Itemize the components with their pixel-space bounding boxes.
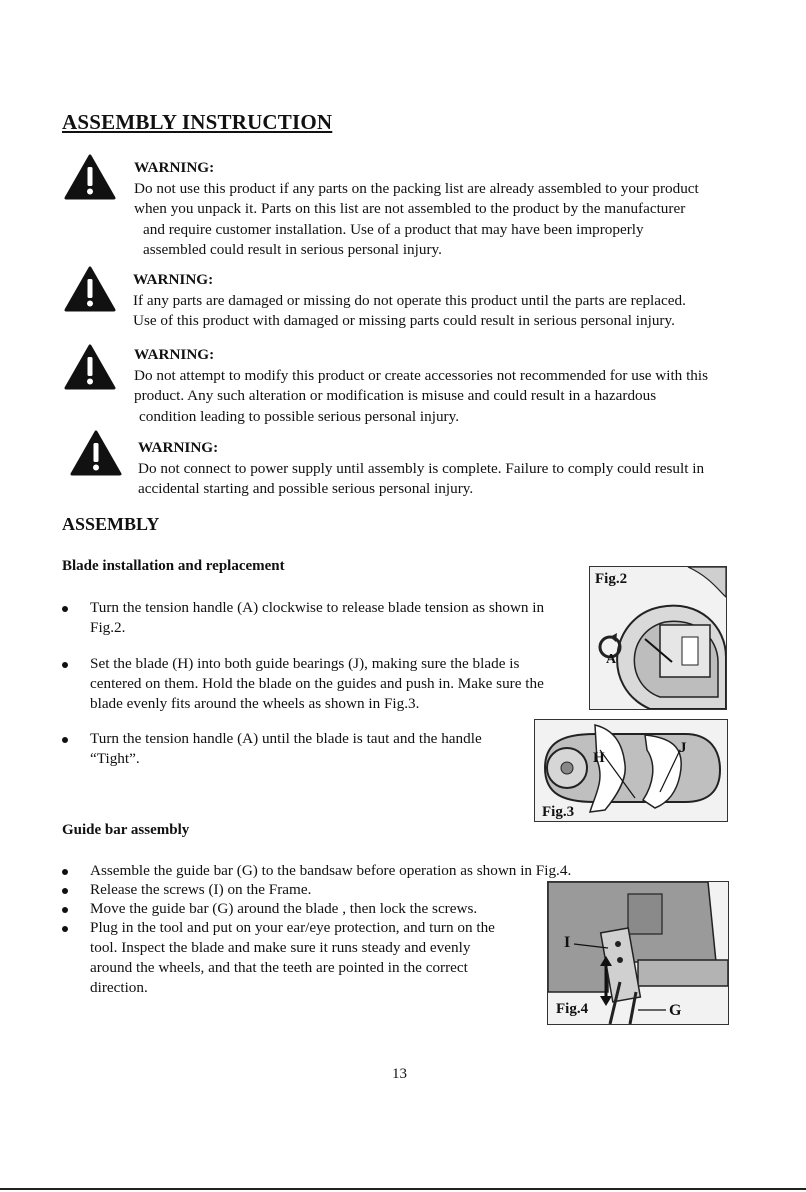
warning-line: product. Any such alteration or modification is misuse and could result in a hazardous (134, 387, 657, 404)
figure-2-illustration (590, 567, 726, 709)
warning-line: assembled could result in serious personal injury. (143, 241, 442, 258)
figure-label: Fig.4 (556, 1001, 589, 1017)
list-item-line: Set the blade (H) into both guide bearings (J), making sure the blade is (90, 655, 520, 672)
bullet-dot (62, 888, 68, 894)
warning-line: Do not connect to power supply until assembly is complete. Failure to comply could result in (138, 459, 705, 477)
list-item-line: Turn the tension handle (A) until the blade is taut and the handle (90, 730, 482, 747)
figure-label: Fig.2 (595, 571, 628, 587)
warning-line: Do not use this product if any parts on the packing list are already assembled to your product (134, 179, 699, 197)
list-item-line: centered on them. Hold the blade on the guides and push in. Make sure the (90, 675, 544, 692)
warning-icon (70, 430, 122, 476)
warning-line: Use of this product with damaged or missing parts could result in serious personal injury. (133, 312, 675, 329)
warning-heading: WARNING: (134, 159, 215, 176)
list-item (90, 729, 482, 769)
figure-callout-a: A (606, 652, 617, 667)
page-bottom-rule (0, 1188, 806, 1190)
list-item-line: direction. (90, 979, 148, 996)
list-item-line: around the wheels, and that the teeth are pointed in the correct (90, 959, 468, 976)
list-item-line: tool. Inspect the blade and make sure it runs steady and evenly (90, 939, 471, 956)
warning-heading: WARNING: (138, 439, 219, 456)
page-title: ASSEMBLY INSTRUCTION (62, 110, 333, 134)
bullet-dot (62, 926, 68, 932)
list-item (90, 861, 571, 881)
warning-heading: WARNING: (134, 346, 215, 363)
warning-icon (64, 266, 116, 312)
list-item (90, 880, 311, 900)
bullet-dot (62, 737, 68, 743)
list-item-line: Plug in the tool and put on your ear/eye protection, and turn on the (90, 919, 495, 936)
warning-icon (64, 344, 116, 390)
warning-line: Do not attempt to modify this product or create accessories not recommended for use with this (134, 366, 709, 384)
list-item (90, 598, 544, 638)
figure-callout-j: J (679, 740, 687, 756)
list-item (90, 918, 495, 998)
figure-4 (547, 881, 729, 1025)
warning-line: accidental starting and possible serious personal injury. (138, 480, 474, 497)
figure-label: Fig.3 (542, 804, 575, 820)
list-item-line: Assemble the guide bar (G) to the bandsaw before operation as shown in Fig.4. (90, 862, 572, 879)
page-number: 13 (392, 1066, 407, 1082)
bullet-dot (62, 907, 68, 913)
list-item-line: Fig.2. (90, 619, 126, 636)
warning-line: and require customer installation. Use of a product that may have been improperly (143, 220, 644, 238)
figure-callout-g: G (669, 1002, 682, 1019)
subheading-blade-installation: Blade installation and replacement (62, 558, 285, 574)
figure-3 (534, 719, 728, 822)
figure-callout-h: H (593, 750, 605, 766)
warning-heading: WARNING: (133, 271, 214, 288)
bullet-dot (62, 606, 68, 612)
warning-block-2 (133, 270, 686, 332)
figure-2 (589, 566, 727, 710)
subheading-guide-bar-assembly: Guide bar assembly (62, 822, 190, 838)
warning-line: If any parts are damaged or missing do not operate this product until the parts are replaced. (133, 291, 686, 309)
list-item-line: blade evenly fits around the wheels as shown in Fig.3. (90, 695, 420, 712)
section-heading-assembly: ASSEMBLY (62, 514, 160, 534)
list-item-line: Turn the tension handle (A) clockwise to release blade tension as shown in (90, 599, 545, 616)
bullet-dot (62, 869, 68, 875)
figure-callout-i: I (564, 934, 571, 951)
list-item-line: “Tight”. (90, 750, 140, 767)
list-item-line: Move the guide bar (G) around the blade , then lock the screws. (90, 900, 478, 917)
warning-block-4 (138, 438, 704, 500)
warning-icon (64, 154, 116, 200)
warning-block-3 (134, 345, 708, 427)
warning-block-1 (134, 158, 699, 261)
list-item (90, 654, 544, 714)
warning-line: when you unpack it. Parts on this list are not assembled to the product by the manufacturer (134, 200, 686, 217)
list-item-line: Release the screws (I) on the Frame. (90, 881, 312, 898)
list-item (90, 899, 477, 919)
bullet-dot (62, 662, 68, 668)
warning-line: condition leading to possible serious personal injury. (139, 407, 460, 425)
